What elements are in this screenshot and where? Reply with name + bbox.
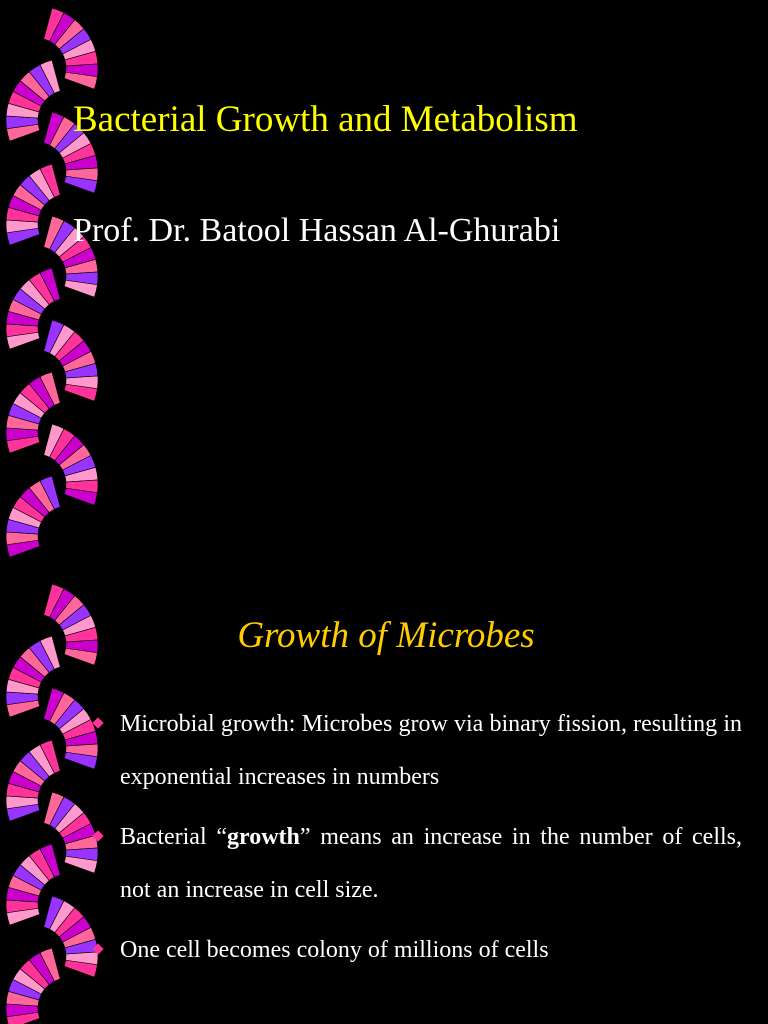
bullet-text-post: ” means an increase in the number of cells, not an increase in cell size. — [120, 824, 743, 903]
bullet-text-bold: growth — [226, 824, 300, 850]
slide-title: Bacterial Growth and Metabolism — [73, 99, 578, 140]
diamond-bullet-icon — [92, 830, 103, 841]
diamond-bullet-icon — [92, 717, 103, 728]
diamond-bullet-icon — [92, 943, 103, 954]
bullet-item — [92, 924, 742, 977]
bullet-text-pre: Bacterial “ — [120, 824, 227, 850]
bullet-item — [92, 698, 742, 804]
bullet-list — [92, 698, 742, 984]
slide-title: Growth of Microbes — [237, 615, 535, 656]
slide-subtitle: Prof. Dr. Batool Hassan Al-Ghurabi — [73, 212, 561, 249]
bullet-text: Microbial growth: Microbes grow via binary fission, resulting in exponential increases in numbers — [120, 711, 742, 790]
bullet-text: One cell becomes colony of millions of cells — [120, 937, 549, 963]
bullet-item — [92, 811, 742, 917]
fan-ribbon-icon — [0, 0, 110, 576]
content-slide — [0, 576, 768, 1024]
